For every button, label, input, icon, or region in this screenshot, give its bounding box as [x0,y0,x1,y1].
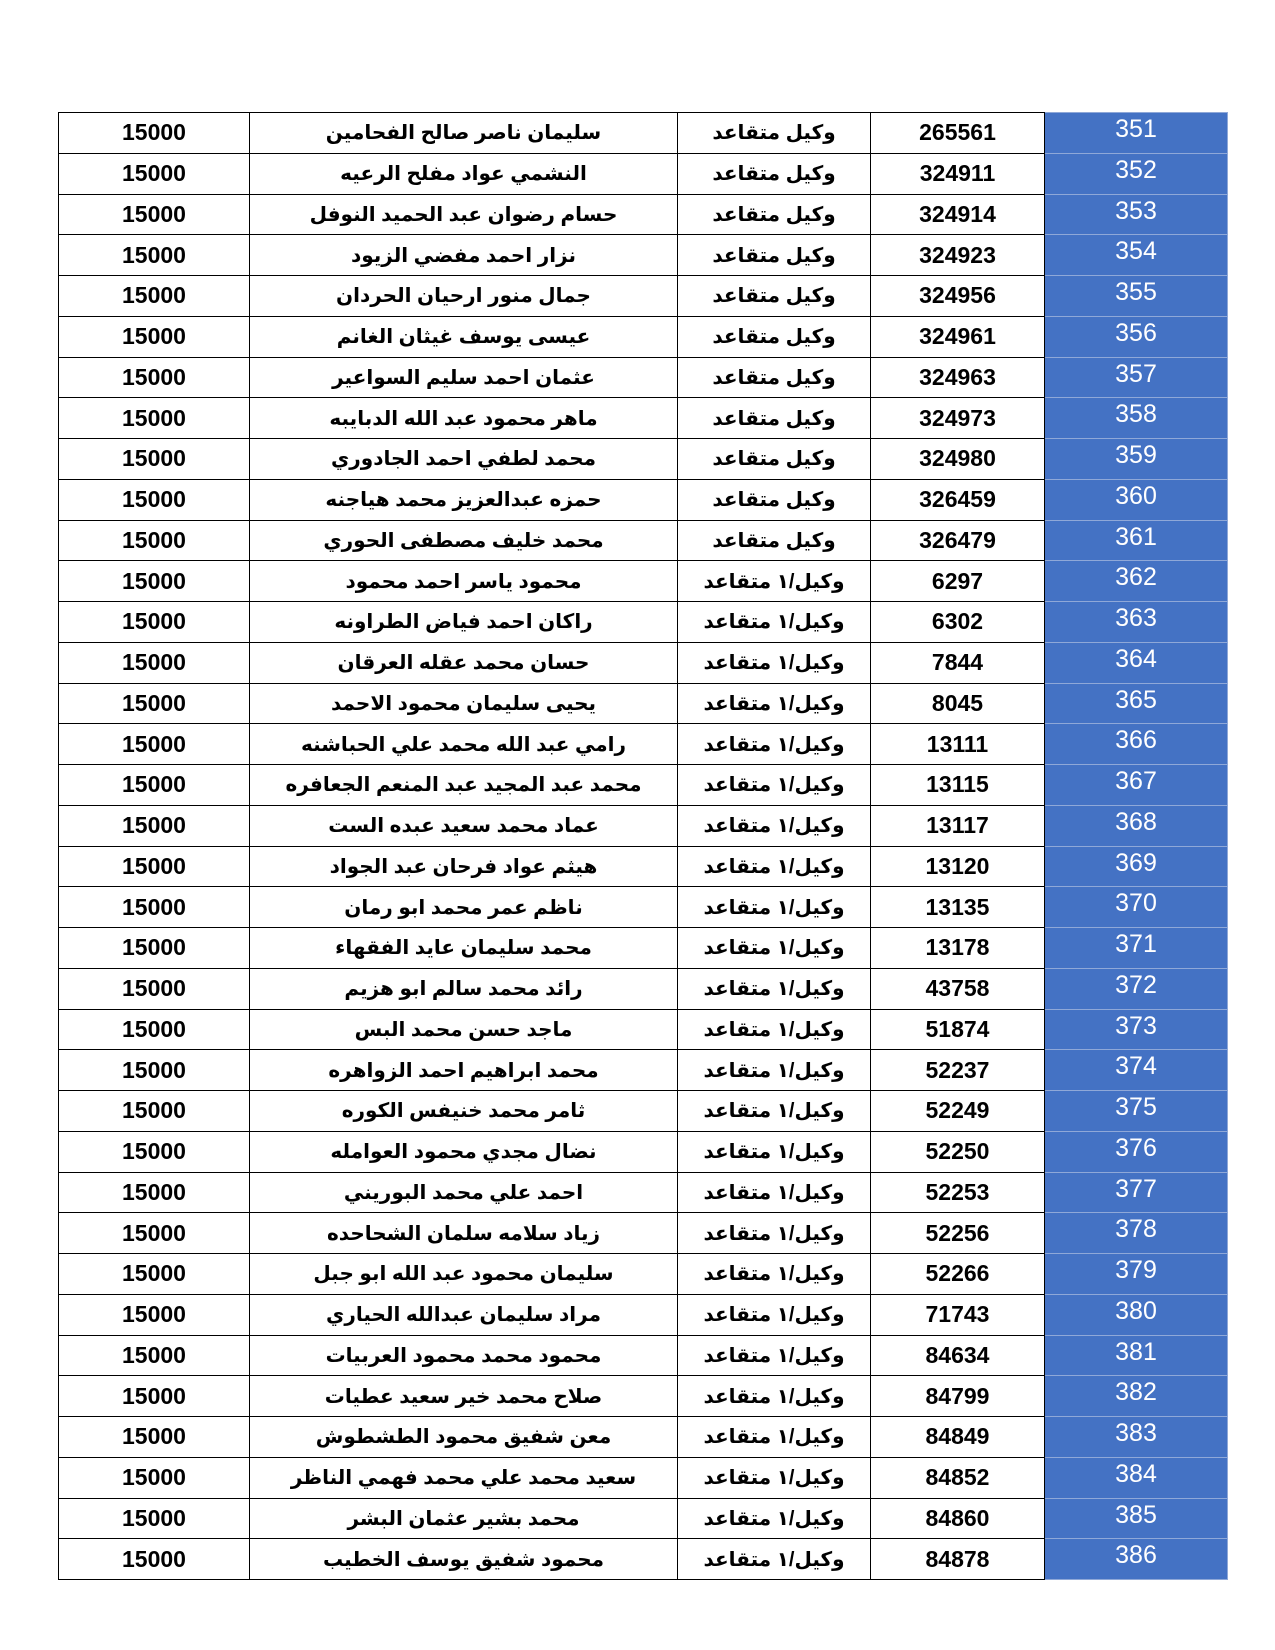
serial-number-cell: 359 [1045,439,1228,480]
table-row [59,968,1228,1009]
serial-number-cell: 368 [1045,805,1228,846]
amount-cell: 15000 [59,1213,250,1254]
serial-number-cell: 353 [1045,194,1228,235]
table-row [59,235,1228,276]
name-cell: راكان احمد فياض الطراونه [250,602,678,643]
amount-cell: 15000 [59,765,250,806]
name-cell: حسام رضوان عبد الحميد النوفل [250,194,678,235]
amount-cell: 15000 [59,235,250,276]
amount-cell: 15000 [59,398,250,439]
serial-number-cell: 357 [1045,357,1228,398]
table-row [59,1131,1228,1172]
id-cell: 13115 [871,765,1045,806]
id-cell: 52250 [871,1131,1045,1172]
amount-cell: 15000 [59,1091,250,1132]
serial-number-cell: 377 [1045,1172,1228,1213]
table-row [59,1376,1228,1417]
serial-number-cell: 355 [1045,276,1228,317]
rank-cell: وكيل/١ متقاعد [678,805,871,846]
amount-cell: 15000 [59,805,250,846]
id-cell: 8045 [871,683,1045,724]
rank-cell: وكيل/١ متقاعد [678,1254,871,1295]
serial-number-cell: 373 [1045,1009,1228,1050]
table-row [59,561,1228,602]
serial-number-cell: 363 [1045,602,1228,643]
id-cell: 6297 [871,561,1045,602]
amount-cell: 15000 [59,153,250,194]
rank-cell: وكيل/١ متقاعد [678,928,871,969]
name-cell: مراد سليمان عبدالله الحياري [250,1294,678,1335]
id-cell: 43758 [871,968,1045,1009]
id-cell: 13135 [871,887,1045,928]
table-row [59,1050,1228,1091]
table-row [59,1294,1228,1335]
serial-number-cell: 383 [1045,1417,1228,1458]
id-cell: 84849 [871,1417,1045,1458]
amount-cell: 15000 [59,683,250,724]
name-cell: محمد سليمان عايد الفقهاء [250,928,678,969]
rank-cell: وكيل/١ متقاعد [678,1009,871,1050]
serial-number-cell: 382 [1045,1376,1228,1417]
rank-cell: وكيل/١ متقاعد [678,846,871,887]
rank-cell: وكيل متقاعد [678,357,871,398]
table-row [59,602,1228,643]
id-cell: 51874 [871,1009,1045,1050]
rank-cell: وكيل/١ متقاعد [678,1457,871,1498]
rank-cell: وكيل/١ متقاعد [678,642,871,683]
table-row [59,1335,1228,1376]
table-row [59,1009,1228,1050]
id-cell: 324911 [871,153,1045,194]
name-cell: رامي عبد الله محمد علي الحباشنه [250,724,678,765]
id-cell: 84634 [871,1335,1045,1376]
name-cell: جمال منور ارحيان الحردان [250,276,678,317]
table-row [59,846,1228,887]
rank-cell: وكيل/١ متقاعد [678,724,871,765]
name-cell: محمد لطفي احمد الجادوري [250,439,678,480]
id-cell: 324914 [871,194,1045,235]
amount-cell: 15000 [59,1009,250,1050]
serial-number-cell: 381 [1045,1335,1228,1376]
rank-cell: وكيل/١ متقاعد [678,683,871,724]
serial-number-cell: 384 [1045,1457,1228,1498]
id-cell: 52266 [871,1254,1045,1295]
serial-number-cell: 371 [1045,928,1228,969]
table-row [59,642,1228,683]
amount-cell: 15000 [59,642,250,683]
name-cell: محمود محمد محمود العربيات [250,1335,678,1376]
table-row [59,887,1228,928]
amount-cell: 15000 [59,520,250,561]
serial-number-cell: 364 [1045,642,1228,683]
serial-number-cell: 379 [1045,1254,1228,1295]
serial-number-cell: 372 [1045,968,1228,1009]
amount-cell: 15000 [59,1417,250,1458]
name-cell: ناظم عمر محمد ابو رمان [250,887,678,928]
name-cell: نزار احمد مفضي الزيود [250,235,678,276]
rank-cell: وكيل/١ متقاعد [678,765,871,806]
serial-number-cell: 361 [1045,520,1228,561]
amount-cell: 15000 [59,846,250,887]
amount-cell: 15000 [59,724,250,765]
id-cell: 324923 [871,235,1045,276]
name-cell: حسان محمد عقله العرقان [250,642,678,683]
serial-number-cell: 369 [1045,846,1228,887]
rank-cell: وكيل/١ متقاعد [678,1498,871,1539]
serial-number-cell: 378 [1045,1213,1228,1254]
name-cell: نضال مجدي محمود العوامله [250,1131,678,1172]
amount-cell: 15000 [59,1335,250,1376]
serial-number-cell: 376 [1045,1131,1228,1172]
rank-cell: وكيل متقاعد [678,276,871,317]
amount-cell: 15000 [59,887,250,928]
rank-cell: وكيل متقاعد [678,520,871,561]
serial-number-cell: 366 [1045,724,1228,765]
id-cell: 71743 [871,1294,1045,1335]
table-row [59,1457,1228,1498]
amount-cell: 15000 [59,602,250,643]
amount-cell: 15000 [59,1131,250,1172]
id-cell: 324961 [871,316,1045,357]
serial-number-cell: 385 [1045,1498,1228,1539]
table-row [59,1417,1228,1458]
rank-cell: وكيل/١ متقاعد [678,968,871,1009]
name-cell: رائد محمد سالم ابو هزيم [250,968,678,1009]
name-cell: محمود شفيق يوسف الخطيب [250,1539,678,1580]
table-row [59,1254,1228,1295]
id-cell: 13117 [871,805,1045,846]
table-row [59,724,1228,765]
id-cell: 84799 [871,1376,1045,1417]
rank-cell: وكيل/١ متقاعد [678,1213,871,1254]
id-cell: 6302 [871,602,1045,643]
name-cell: معن شفيق محمود الطشطوش [250,1417,678,1458]
amount-cell: 15000 [59,1539,250,1580]
rank-cell: وكيل متقاعد [678,194,871,235]
serial-number-cell: 365 [1045,683,1228,724]
name-cell: سليمان محمود عبد الله ابو جبل [250,1254,678,1295]
name-cell: عماد محمد سعيد عبده الست [250,805,678,846]
amount-cell: 15000 [59,1254,250,1295]
amount-cell: 15000 [59,276,250,317]
rank-cell: وكيل/١ متقاعد [678,1050,871,1091]
name-cell: صلاح محمد خير سعيد عطيات [250,1376,678,1417]
amount-cell: 15000 [59,561,250,602]
serial-number-cell: 358 [1045,398,1228,439]
table-row [59,1091,1228,1132]
id-cell: 13111 [871,724,1045,765]
amount-cell: 15000 [59,1294,250,1335]
rank-cell: وكيل/١ متقاعد [678,561,871,602]
rank-cell: وكيل متقاعد [678,153,871,194]
serial-number-cell: 356 [1045,316,1228,357]
table-body [59,113,1228,1580]
name-cell: عثمان احمد سليم السواعير [250,357,678,398]
rank-cell: وكيل/١ متقاعد [678,1417,871,1458]
table-row [59,113,1228,154]
serial-number-cell: 352 [1045,153,1228,194]
id-cell: 324963 [871,357,1045,398]
name-cell: زياد سلامه سلمان الشحاحده [250,1213,678,1254]
name-cell: ثامر محمد خنيفس الكوره [250,1091,678,1132]
id-cell: 84878 [871,1539,1045,1580]
table-row [59,194,1228,235]
id-cell: 326459 [871,479,1045,520]
serial-number-cell: 354 [1045,235,1228,276]
id-cell: 324956 [871,276,1045,317]
id-cell: 84860 [871,1498,1045,1539]
table-row [59,683,1228,724]
serial-number-cell: 360 [1045,479,1228,520]
name-cell: محمد ابراهيم احمد الزواهره [250,1050,678,1091]
table-row [59,1498,1228,1539]
amount-cell: 15000 [59,928,250,969]
id-cell: 52253 [871,1172,1045,1213]
table-row [59,928,1228,969]
amount-cell: 15000 [59,194,250,235]
amount-cell: 15000 [59,479,250,520]
table-row [59,1172,1228,1213]
name-cell: محمود ياسر احمد محمود [250,561,678,602]
id-cell: 326479 [871,520,1045,561]
id-cell: 52249 [871,1091,1045,1132]
rank-cell: وكيل متقاعد [678,439,871,480]
name-cell: حمزه عبدالعزيز محمد هياجنه [250,479,678,520]
id-cell: 13120 [871,846,1045,887]
name-cell: سعيد محمد علي محمد فهمي الناظر [250,1457,678,1498]
table-row [59,1539,1228,1580]
id-cell: 52256 [871,1213,1045,1254]
rank-cell: وكيل/١ متقاعد [678,1539,871,1580]
table-row [59,765,1228,806]
name-cell: النشمي عواد مفلح الرعيه [250,153,678,194]
serial-number-cell: 374 [1045,1050,1228,1091]
name-cell: ماجد حسن محمد البس [250,1009,678,1050]
amount-cell: 15000 [59,1498,250,1539]
id-cell: 13178 [871,928,1045,969]
table-row [59,316,1228,357]
id-cell: 265561 [871,113,1045,154]
table-row [59,439,1228,480]
rank-cell: وكيل/١ متقاعد [678,1131,871,1172]
rank-cell: وكيل متقاعد [678,398,871,439]
serial-number-cell: 370 [1045,887,1228,928]
amount-cell: 15000 [59,1376,250,1417]
name-cell: ماهر محمود عبد الله الدبايبه [250,398,678,439]
table-row [59,520,1228,561]
amount-cell: 15000 [59,1457,250,1498]
id-cell: 84852 [871,1457,1045,1498]
rank-cell: وكيل/١ متقاعد [678,1376,871,1417]
serial-number-cell: 351 [1045,113,1228,154]
table-row [59,479,1228,520]
serial-number-cell: 380 [1045,1294,1228,1335]
rank-cell: وكيل متقاعد [678,316,871,357]
rank-cell: وكيل متقاعد [678,113,871,154]
rank-cell: وكيل/١ متقاعد [678,1294,871,1335]
serial-number-cell: 386 [1045,1539,1228,1580]
amount-cell: 15000 [59,357,250,398]
rank-cell: وكيل متقاعد [678,235,871,276]
id-cell: 324980 [871,439,1045,480]
rank-cell: وكيل/١ متقاعد [678,1172,871,1213]
rank-cell: وكيل/١ متقاعد [678,602,871,643]
id-cell: 324973 [871,398,1045,439]
amount-cell: 15000 [59,968,250,1009]
table-row [59,1213,1228,1254]
rank-cell: وكيل/١ متقاعد [678,1091,871,1132]
rank-cell: وكيل/١ متقاعد [678,1335,871,1376]
table-row [59,357,1228,398]
name-cell: هيثم عواد فرحان عبد الجواد [250,846,678,887]
amount-cell: 15000 [59,316,250,357]
id-cell: 52237 [871,1050,1045,1091]
name-cell: محمد خليف مصطفى الحوري [250,520,678,561]
id-cell: 7844 [871,642,1045,683]
name-cell: عيسى يوسف غيثان الغانم [250,316,678,357]
rank-cell: وكيل/١ متقاعد [678,887,871,928]
amount-cell: 15000 [59,113,250,154]
serial-number-cell: 362 [1045,561,1228,602]
table-row [59,153,1228,194]
table-row [59,398,1228,439]
table-row [59,805,1228,846]
name-cell: احمد علي محمد البوريني [250,1172,678,1213]
table-row [59,276,1228,317]
amount-cell: 15000 [59,1050,250,1091]
name-cell: محمد بشير عثمان البشر [250,1498,678,1539]
serial-number-cell: 375 [1045,1091,1228,1132]
name-cell: يحيى سليمان محمود الاحمد [250,683,678,724]
name-cell: محمد عبد المجيد عبد المنعم الجعافره [250,765,678,806]
amount-cell: 15000 [59,1172,250,1213]
amount-cell: 15000 [59,439,250,480]
beneficiaries-table [58,112,1228,1580]
serial-number-cell: 367 [1045,765,1228,806]
name-cell: سليمان ناصر صالح الفحامين [250,113,678,154]
rank-cell: وكيل متقاعد [678,479,871,520]
